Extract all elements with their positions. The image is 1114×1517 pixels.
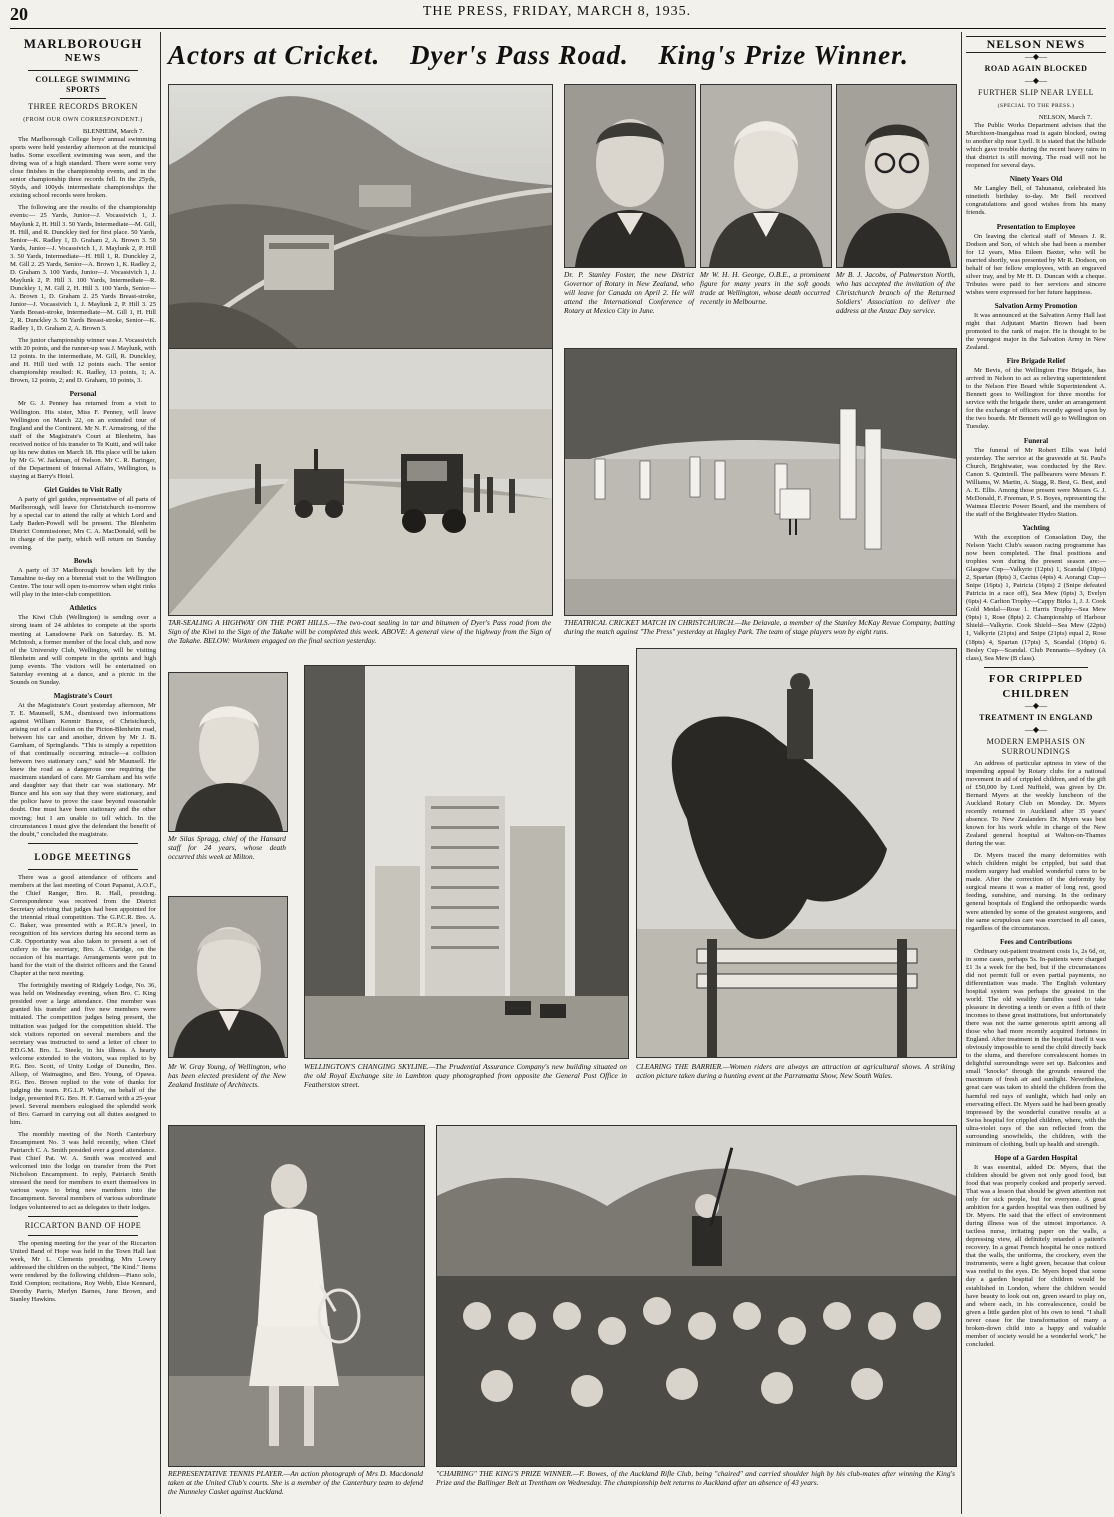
- article-paragraph: The monthly meeting of the North Canterbury Encampment No. 3 was held recently, when Chief Patriarch C. A. Smith presided over a good attendance. Past Chief Pat. W. A. Smith was received and welcomed into the lodge on transfer from the Port Nicholson Encampment. In reply, Patriarch Smith stressed the need for members to exert themselves in various ways to bring new members into the Encampment. Several members of various subordinate lodges volunteered to act as delegates to their lodges.: [10, 1131, 156, 1211]
- article-paragraph: It was announced at the Salvation Army Hall last night that Adjutant Martin Brown had been promoted to the rank of major. He is thought to be the youngest major in the Salvation Army in New Zealand.: [966, 311, 1106, 352]
- young-caption: Mr W. Gray Young, of Wellington, who has been elected president of the New Zealand Institute of Architects.: [168, 1062, 286, 1089]
- source-line: (SPECIAL TO THE PRESS.): [997, 103, 1075, 109]
- section-heading: Ninety Years Old: [1009, 175, 1063, 184]
- hills-road-caption: TAR-SEALING A HIGHWAY ON THE PORT HILLS.—The two-coat sealing in tar and bitumen of Dyer's Pass road from the Sign of the Kiwi to the Sign of the Takahe will be completed this week. ABOVE: A general view of the highway from the Sign of the Takahe. BELOW: Workmen engaged on the final section yesterday.: [168, 618, 551, 645]
- jacobs-caption: Mr B. J. Jacobs, of Palmerston North, who has accepted the invitation of the Christchurch branch of the Returned Soldiers' Association to deliver the address at the Anzac Day service.: [836, 270, 955, 315]
- masthead-rule: [10, 28, 1106, 29]
- kings-prize-crowd-photo: [436, 1125, 957, 1467]
- section-heading: Personal: [69, 390, 97, 399]
- left-column: [10, 36, 156, 1514]
- right-column: [966, 36, 1106, 1514]
- article-paragraph: The Public Works Department advises that the Murchison-Inangahua road is again blocked, owing to another slip near Lyell. It is stated that the hillside which gave trouble during the recent heavy rains in that district is still moving. The road will not be reopened for several days.: [966, 122, 1106, 170]
- divider: [984, 667, 1088, 668]
- section-heading: Fees and Contributions: [1000, 937, 1072, 946]
- article-paragraph: Mr G. J. Penney has returned from a visit to Wellington. His sister, Miss F. Penney, will leave Wellington on March 22, on an extended tour of England and the Continent. Mr N. F. Armstrong, of the staff of the Magistrate's Court at Blenheim, has received notice of his transfer to Te Kuiti, and will take up his new duties on March 18. His place will be taken by Mr G. W. Jackman, of Nelson. Mr C. R. Baringer, of the Department of Internal Affairs, Wellington, is staying at Barry's Hotel.: [10, 400, 156, 480]
- article-paragraph: A party of girl guides, representative of all parts of Marlborough, will leave for Christchurch to-morrow by a special car to attend the rally at which Lord and Lady Baden-Powell will be present. The Blenheim District Commissioner, Mrs C. A. MacDonald, will be in charge of the party, which will return on Sunday evening.: [10, 495, 156, 552]
- section-heading: Funeral: [1023, 436, 1049, 445]
- article-paragraph: Mr Bevis, of the Wellington Fire Brigade, has arrived in Nelson to act as relieving superintendent to the Nelson Fire Board while Superintendent A. Bennett goes to Wellington for three months for service with the brigade there, under an arrangement for the exchange of officers recently agreed upon by the two boards. Mr Bennett will go to Wellington on Tuesday.: [966, 367, 1106, 431]
- headline-actors: Actors at Cricket.: [168, 40, 381, 70]
- road-workmen-photo: [168, 348, 553, 616]
- section-heading: Salvation Army Promotion: [994, 301, 1078, 310]
- foster-caption: Dr. P. Stanley Foster, the new District Governor of Rotary in New Zealand, who will leave for Canada on April 2. He will attend the International Conference of Rotary at Mexico City in June.: [564, 270, 694, 315]
- jacobs-portrait: [836, 84, 957, 268]
- section-heading: Bowls: [73, 557, 93, 566]
- article-paragraph: Ordinary out-patient treatment costs 1s, 2s 6d, or, in some cases, perhaps 5s. In-patients were charged £1 3s a week for the bed, but if the circumstances did not permit full or even partial payments, no differentiation was made. The English voluntary hospital system was perhaps the greatest in the world. The old wealthy families used to take pleasure in devoting a tenth or even a fifth of their incomes to these great institutions, but unfortunately there was not the same generous spirit among all those who had more recently acquired fortunes in England. After treatment in the hospital itself it was obviously impossible to send the child directly back to the slums, and therefore convalescent homes in delightful surroundings were set up. Balconies and small "knocks" through the grounds ensured the maximum of fresh air and sunlight. Nevertheless, great care was taken to shield the children from the harmful red rays of sunlight, which had only an enervating effect. Dr. Myers said he had been greatly impressed by the wonderful curative results at a Swiss hospital for crippled children, where, with the ultra-violet rays of the sun reflected from the surrounding snowfields, the children, with the minimum of clothing, built up health and strength.: [966, 947, 1106, 1148]
- article-paragraph: The following are the results of the championship events:— 25 Yards, Junior—J. Vocassivich 1, J. Maylunk 2, H. Hill 3. 50 Yards, Intermediate—M. Gill, H. Hill, and R. Dunckley tied for first place. 50 Yards, Senior—K. Radley 1, D. Graham 2, A. Brown 3. 50 Yards, Junior—J. Vocassivich 1, J. Maylunk 2, P. Hill 3. 50 Yards, Intermediate—H. Hill 1, R. Dunckley 2, M. Gill 2. 25 Yards, Senior—A. Brown 1, K. Radley 2, D. Graham 3. 100 Yards, Junior—J. Vocassivich 1, J. Maylunk 2, P. Hill 3. 100 Yards, Intermediate—R. Dunckley 1, M. Gill 2, H. Hill 3. 100 Yards, Senior—A. Brown 1, D. Graham 2. 25 Yards Breast-stroke, Junior—J. Vocassivich 1, J. Maylunk 2, P. Hill 3. 25 Yards Breast-stroke, Intermediate—M. Gill 1, H. Hill 2, R. Dunckley 3. 50 Yards Breast-stroke, Senior—K. Radley 1, D. Graham 2, A. Brown 3.: [10, 204, 156, 333]
- divider-ornament: —◆—: [1024, 76, 1048, 85]
- dateline-line: NELSON, March 7.: [1038, 114, 1092, 121]
- section-heading: Fire Brigade Relief: [1006, 357, 1066, 366]
- horse-jump-photo: [636, 648, 957, 1058]
- article-paragraph: On leaving the clerical staff of Messrs J. R. Dodson and Son, of which she had been a member for 12 years, Miss Eileen Baxter, who will be married shortly, was presented by Mr R. Dodson, on behalf of her fellow employees, with an engraved silver tray, and by Mr H. D. Duncan with a cheque. Tributes were paid to her services and sincere wishes were expressed for her future happiness.: [966, 232, 1106, 296]
- column-title: NELSON NEWS: [966, 36, 1106, 53]
- tennis-caption: REPRESENTATIVE TENNIS PLAYER.—An action photograph of Mrs D. Macdonald taken at the United Club's courts. She is a member of the Canterbury team to defend the Nunneley Casket against Auckland.: [168, 1469, 423, 1496]
- article-paragraph: Dr. Myers traced the many deformities with which children might be crippled, but said that modern surgery had enabled wonderful cures to be made. After the correction of the deformity by surgical means it was a matter of long rest, good feeding, sunshine, and nursing. In the ordinary general hospitals of England the orthopaedic wards were attended by some of the greatest surgeons, and the same scrupulous care was exercised in all cases, regardless of the circumstances.: [966, 852, 1106, 932]
- section-heading: COLLEGE SWIMMING: [35, 75, 131, 84]
- divider-ornament: —◆—: [1024, 52, 1048, 61]
- article-paragraph: The fortnightly meeting of Ridgely Lodge, No. 36, was held on Wednesday evening, when Bro. C. King presided over a large attendance. One member was granted his transfer and five new members were initiated. The competition judges being present, the initiation was judged for the competition shield. The sick visitors reported on several members and the secretary was instructed to send a letter of cheer to P.D.G.M. Bro. L. Steele, in his illness. A hearty welcome extended to the visitors, was replied to by P.G. Bro. Scott, of Unity Lodge of Dunedin, Bro. Allsop, of Waimagino, and Bro. Young, of Opawa. P.G. Bro. Brown replied to the vote of thanks for judging the team. P.G.L.P. White, on behalf of the lodge, presented P.G. Bro. H. F. Garrard with a 25-year jewel. Several members eulogised the splendid work of Bro. Garrard in carrying out all duties assigned to him.: [10, 982, 156, 1127]
- article-paragraph: The Kiwi Club (Wellington) is sending over a strong team of 24 athletes to compete at the sports meeting at Lansdowne Park on Saturday. B. M. McIntosh, a former member of the local club, and now of the University Club, Wellington, will be visiting Blenheim and will compete in the sprints and high jump events. The visitors will be entertained on Saturday evening at a dance, and a picnic in the Sounds on Sunday.: [10, 614, 156, 686]
- section-heading: SPORTS: [66, 85, 100, 94]
- divider: [60, 98, 106, 99]
- article-paragraph: It was essential, added Dr. Myers, that the children should be given not only good food, but food that was properly cooked and properly served. That was a lesson that should be given attention not only for sick people, but for everyone. A great ambition for a garden hospital was then outlined by Dr. Myers. He said that the effect of environment during illness was of the utmost importance. A tactless nurse, irritating paper on the walls, a depressing view, all definitely retarded a patient's recovery. In a great French hospital he once noticed that the walls, the uniforms, the crockery, even the instruments, were a light green, because that colour was restful to the eyes. Dr. Myers hoped that some day a garden hospital for children would be established in London, where the children would have beauty to look out on, green sward to play on, and where each, in his convalescence, could be given a little garden plot of his own to tend. "I shall never cease for the transformation of many a broken-down child into a happy and valuable member of society would be a wonderful work," he concluded.: [966, 1163, 1106, 1348]
- divider: [28, 70, 138, 71]
- source-line: (FROM OUR OWN CORRESPONDENT.): [23, 117, 143, 123]
- divider-ornament: —◆—: [1024, 700, 1048, 710]
- masthead: [0, 0, 1114, 30]
- spragg-portrait: [168, 672, 288, 832]
- article-paragraph: Mr Langley Bell, of Tahunanui, celebrated his ninetieth birthday to-day. Mr Bell received congratulations and good wishes from his many friends.: [966, 185, 1106, 217]
- foster-portrait: [564, 84, 696, 268]
- dateline: THE PRESS, FRIDAY, MARCH 8, 1935.: [422, 4, 692, 19]
- headline-winner: King's Prize Winner.: [658, 40, 909, 70]
- wellington-skyline-photo: [304, 665, 629, 1059]
- cricket-caption: THEATRICAL CRICKET MATCH IN CHRISTCHURCH.—Ike Delavale, a member of the Stanley McKay Revue Company, batting during the match against "The Press" yesterday at Hagley Park. The team of stage players won by eight runs.: [564, 618, 955, 636]
- section-heading: Girl Guides to Visit Rally: [44, 485, 122, 494]
- article-paragraph: There was a good attendance of officers and members at the last meeting of Court Papanui, A.O.F., the Chief Ranger, Bro. R. Hall, presiding. Correspondence was received from the District Secretary advising that judges had been appointed for the triennial ritual competition. The G.P.C.R. Bro. A. C. Baker, was presented with a P.C.R.'s jewel, in recognition of his services during his second term as C.R. Opportunity was also taken to present a set of cutlery to the secretary, Bro. A. Claridge, on the occasion of his marriage. Arrangements were put in hand for the visit of the district officers and the Grand Chapter at the next meeting.: [10, 873, 156, 978]
- tennis-player-photo: [168, 1125, 425, 1467]
- divider: [28, 1235, 138, 1236]
- article-paragraph: At the Magistrate's Court yesterday afternoon, Mr T. E. Maunsell, S.M., dismissed two informations against William Kenmir Bunce, of Christchurch, arising out of a collision on the Picton-Blenheim road, between his car and another, driven by Mr J. B. Garnham, of Springlands. "This is simply a repetition of that continually occurring miracle—a collision between two stationary cars," said Mr Maunsell. He knew the road as a dangerous one requiring the maximum standard of care. Mr Garnham and his wife and daughter say that their car was stationary. Mr Bunce and his son say that they were stationary, and the police have to prove the case beyond reasonable doubt. One must have been stationary and the other moving; but I am unable to tell which. In the circumstances I must give the defendant the benefit of the doubt," concluded the magistrate.: [10, 701, 156, 838]
- section-heading: LODGE MEETINGS: [34, 851, 132, 862]
- divider: [28, 1216, 138, 1217]
- article-paragraph: With the exception of Consolation Day, the Nelson Yacht Club's season racing programme has now been completed. The final positions and trophies won during the present season are:— Glasgow Cup—Valkyrie (12pts) 1, Scandal (10pts) 2, Spartan (8pts) 3, Cactus (4pts) 4. Aorangi Cup—Snipe (16pts) 1, Patricia (16pts) 2 (Snipe defeated Patricia in a race off), Sea Mew (6pts) 3, Evelyn (6pts) 4. Carlton Trophy—Cappy Birks 1, J. J. Cook Gold Medal—Rose 1. Harris Trophy—Sea Mew (9pts) 1, Rose (8pts) 2. Championship of Harbour Shield—Valkyrie. Cook Shield—Sea Mew (22pts) 1, Valkyrie (21pts) and Snipe (21pts) equal 2, Rose (18pts) 4, Spartan (17pts) 5, Scandal (16pts) 6. Besley Cup—Scandal. Club Pennants—Sydney (A class), Sea Mew (B class).: [966, 533, 1106, 662]
- divider: [28, 843, 138, 844]
- section-subheading: MODERN EMPHASIS ON SURROUNDINGS: [986, 736, 1086, 756]
- article-paragraph: The funeral of Mr Robert Ellis was held yesterday. The service at the graveside at St. Paul's Church, Brightwater, was conducted by the Rev. Canon S. Quintrell. The pallbearers were Messrs F. Williams, W. Martin, A. Stagg, R. Best, G. Best, and A. E. Ellis. Among those present were Messrs G. J. McDonald, F. Freeman, P. S. Boyes, representing the Waimea Electric Power Board, and the members of the staff of the Brightwater Hydro Station.: [966, 446, 1106, 518]
- section-subheading: TREATMENT IN ENGLAND: [979, 712, 1093, 722]
- skyline-caption: WELLINGTON'S CHANGING SKYLINE.—The Prudential Assurance Company's new building situated on the old Royal Exchange site in Lambton quay photographed from opposite the General Post Office in Featherston street.: [304, 1062, 627, 1089]
- article-paragraph: The opening meeting for the year of the Riccarton United Band of Hope was held in the Town Hall last week, Mr L. Clements presiding. Mrs Lowry addressed the children on the subject, "Be Kind." Items were rendered by the following children—Piano solo, Enid Compton; recitations, Roy Webb, Elsie Kennard, Dorothy Parris, Merlyn Barnes, June Brown, and Stanley Hawkins.: [10, 1239, 156, 1303]
- column-subtitle: NEWS: [64, 52, 102, 64]
- cricket-match-photo: [564, 348, 957, 616]
- george-portrait: [700, 84, 832, 268]
- dateline-line: BLENHEIM, March 7.: [82, 128, 144, 135]
- hills-road-photo: [168, 84, 553, 350]
- column-rule: [961, 32, 962, 1514]
- divider-ornament: —◆—: [1024, 724, 1048, 734]
- george-caption: Mr W. H. H. George, O.B.E., a prominent figure for many years in the soft goods trade at Wellington, whose death occurred recently in Melbourne.: [700, 270, 830, 306]
- section-heading: CHILDREN: [1002, 687, 1070, 700]
- section-heading: Magistrate's Court: [53, 691, 113, 700]
- barrier-caption: CLEARING THE BARRIER.—Women riders are always an attraction at agricultural shows. A striking action picture taken during a hunting event at the Parramatta Show, New South Wales.: [636, 1062, 955, 1080]
- article-paragraph: The junior championship winner was J. Vocassivich with 20 points, and the runner-up was J. Maylunk, with 12 points. In the intermediate, M. Gill, R. Dunckley, and H. Hill tied with 12 points each. The senior championship resulted: K. Radley, 13 points, 1; A. Brown, 12 points, 2; and D. Graham, 10 points, 3.: [10, 337, 156, 385]
- column-title: MARLBOROUGH: [23, 36, 143, 51]
- chairing-caption: "CHAIRING" THE KING'S PRIZE WINNER.—F. Bowes, of the Auckland Rifle Club, being "chaired" and carried shoulder high by his club-mates after winning the King's Prize and the Ballinger Belt at Trentham on Wednesday. The championship belt returns to Auckland after an absence of 43 years.: [436, 1469, 955, 1487]
- article-paragraph: An address of particular aptness in view of the impending appeal by Rotary clubs for a national movement in aid of crippled children, and of the gift of £50,000 by Lord Nuffield, was given by Dr. Bernard Myers at the weekly luncheon of the Auckland Rotary Club on Monday. Dr. Myers recently returned to Auckland after 35 years' absence. To New Zealanders Dr. Myers was best known for his work while in charge of the New Zealand general hospital at Walton-on-Thames during the war.: [966, 759, 1106, 848]
- section-heading: Yachting: [1022, 523, 1050, 532]
- column-rule: [160, 32, 161, 1514]
- young-portrait: [168, 896, 288, 1058]
- section-heading: FOR CRIPPLED: [988, 672, 1084, 685]
- spragg-caption: Mr Silas Spragg, chief of the Hansard staff for 24 years, whose death occurred this week at Milton.: [168, 834, 286, 861]
- banner-headline: [168, 40, 948, 71]
- divider: [28, 869, 138, 870]
- article-paragraph: The Marlborough College boys' annual swimming sports were held yesterday afternoon at the municipal baths. Some excellent swimming was seen, and the diving was of a high standard. There were some very close finishes in the championship events, and in the senior championship three records fell. In the 25yds, 50yds, and 100yds intermediate championships the existing school records were broken.: [10, 136, 156, 200]
- section-heading: Athletics: [69, 604, 97, 613]
- section-heading: ROAD AGAIN BLOCKED: [984, 64, 1088, 73]
- headline-road: Dyer's Pass Road.: [410, 40, 629, 70]
- section-subheading: FURTHER SLIP NEAR LYELL: [978, 88, 1094, 97]
- section-heading: Hope of a Garden Hospital: [994, 1153, 1078, 1162]
- page-number: 20: [10, 4, 28, 24]
- section-heading: RICCARTON BAND OF HOPE: [24, 1220, 142, 1230]
- article-paragraph: A party of 37 Marlborough bowlers left by the Tamahine to-day on a biennial visit to the Wellington Centre. The tour will open to-morrow when eight rinks will play in the inter-club competition.: [10, 567, 156, 599]
- section-heading: Presentation to Employee: [996, 222, 1076, 231]
- section-subheading: THREE RECORDS BROKEN: [28, 102, 138, 111]
